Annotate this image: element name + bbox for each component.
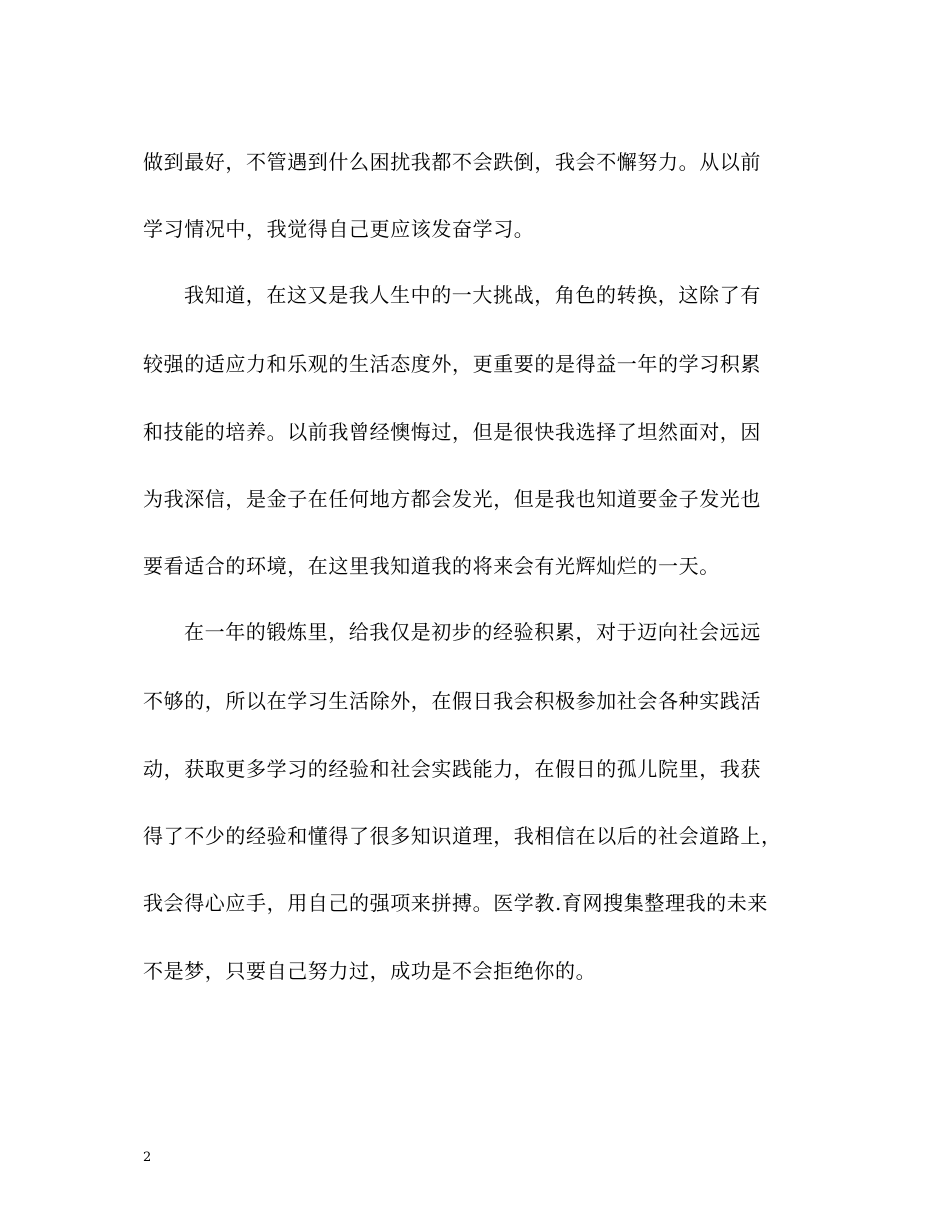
text-line: 较强的适应力和乐观的生活态度外，更重要的是得益一年的学习积累 <box>143 352 761 376</box>
text-line: 得了不少的经验和懂得了很多知识道理，我相信在以后的社会道路上， <box>143 824 782 848</box>
text-line: 和技能的培养。以前我曾经懊悔过，但是很快我选择了坦然面对，因 <box>143 420 761 444</box>
text-line: 动，获取更多学习的经验和社会实践能力，在假日的孤儿院里，我获 <box>143 757 761 781</box>
text-line: 我会得心应手，用自己的强项来拼搏。医学教.育网搜集整理我的未来 <box>143 891 768 915</box>
text-line: 做到最好，不管遇到什么困扰我都不会跌倒，我会不懈努力。从以前 <box>143 150 761 174</box>
text-line: 要看适合的环境，在这里我知道我的将来会有光辉灿烂的一天。 <box>143 554 720 578</box>
text-line: 学习情况中，我觉得自己更应该发奋学习。 <box>143 217 535 241</box>
text-line: 不够的，所以在学习生活除外，在假日我会积极参加社会各种实践活 <box>143 689 761 713</box>
text-line: 在一年的锻炼里，给我仅是初步的经验积累，对于迈向社会远远 <box>184 620 761 644</box>
page-number: 2 <box>143 1150 152 1165</box>
text-line: 为我深信，是金子在任何地方都会发光，但是我也知道要金子发光也 <box>143 487 761 511</box>
text-line: 不是梦，只要自己努力过，成功是不会拒绝你的。 <box>143 959 597 983</box>
text-line: 我知道，在这又是我人生中的一大挑战，角色的转换，这除了有 <box>184 283 761 307</box>
